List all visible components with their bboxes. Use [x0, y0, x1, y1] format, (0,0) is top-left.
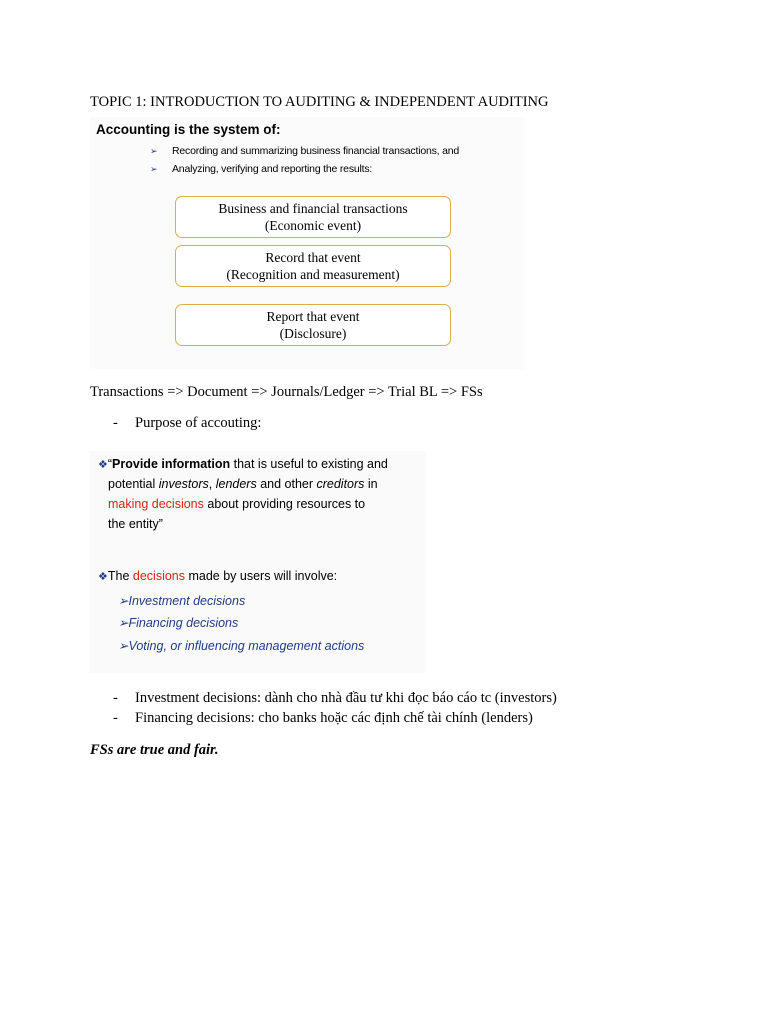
- arrow-bullet-icon: ➢: [150, 146, 158, 156]
- figure-bullet: ➢ Recording and summarizing business financial transactions, and: [150, 145, 460, 157]
- decision-item: ➢Investment decisions: [118, 594, 246, 608]
- list-item: - Investment decisions: dành cho nhà đầu tư khi đọc báo cáo tc (investors): [113, 690, 557, 706]
- flow-box-record: Record that event (Recognition and measurement): [175, 245, 451, 287]
- figure-heading: Accounting is the system of:: [96, 122, 281, 137]
- diamond-bullet-icon: ❖: [98, 571, 108, 583]
- page-title: TOPIC 1: INTRODUCTION TO AUDITING & INDEPENDENT AUDITING: [90, 94, 549, 110]
- purpose-figure: ❖“Provide information that is useful to existing and potential investors, lenders and other creditors in making decisions about providing resources to the entity” ❖The decisions made by users will involve: ➢Investment decisions ➢Financing decisions ➢Voting, or influencing management actions: [90, 451, 426, 673]
- conclusion-text: FSs are true and fair.: [90, 742, 219, 758]
- flow-text: Transactions => Document => Journals/Ledger => Trial BL => FSs: [90, 384, 483, 400]
- flow-box-transactions: Business and financial transactions (Economic event): [175, 196, 451, 238]
- list-item: - Financing decisions: cho banks hoặc các định chế tài chính (lenders): [113, 710, 533, 726]
- list-item: - Purpose of accouting:: [113, 415, 262, 431]
- figure-bullet: ➢ Analyzing, verifying and reporting the results:: [150, 163, 373, 175]
- diamond-bullet-icon: ❖: [98, 459, 108, 471]
- flow-box-report: Report that event (Disclosure): [175, 304, 451, 346]
- decision-item: ➢Voting, or influencing management actions: [118, 639, 365, 653]
- accounting-system-figure: [90, 117, 524, 369]
- arrow-bullet-icon: ➢: [150, 164, 158, 174]
- decision-item: ➢Financing decisions: [118, 616, 239, 630]
